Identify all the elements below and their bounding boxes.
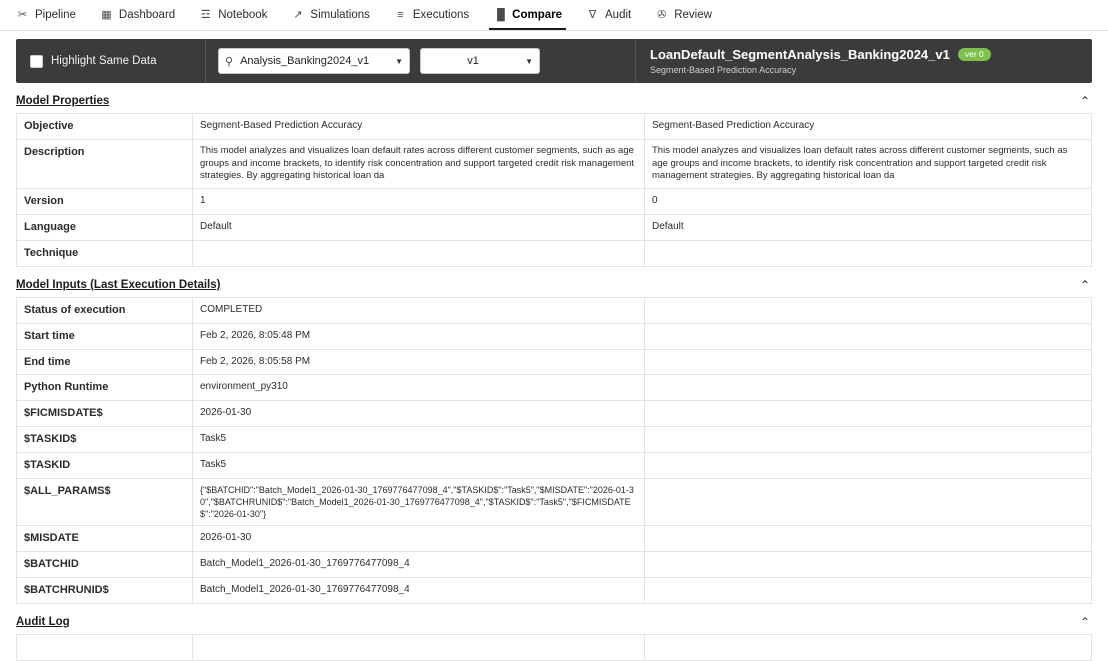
table-row xyxy=(17,215,1092,241)
model-select[interactable] xyxy=(218,48,410,74)
row-value-left: COMPLETED xyxy=(193,297,645,323)
table-row xyxy=(17,634,1092,660)
row-label: Status of execution xyxy=(17,297,193,323)
row-value-right xyxy=(645,297,1092,323)
row-value-left: {"$BATCHID":"Batch_Model1_2026-01-30_1769776477098_4","$TASKID$":"Task5","$MISDATE":"2026-01-30","$BATCHRUNID$":"Batch_Model1_2026-01-30_1769776477098_4","$TASKID$":"Task5","$FICMISDATE$":"2026-01-30"} xyxy=(193,478,645,525)
nav-item-compare[interactable] xyxy=(481,0,574,30)
row-value-right xyxy=(645,634,1092,660)
row-label: $BATCHRUNID$ xyxy=(17,577,193,603)
nav-item-label: Executions xyxy=(412,9,470,21)
nav-item-pipeline[interactable] xyxy=(4,0,88,30)
row-label: Description xyxy=(17,139,193,188)
row-value-right xyxy=(645,323,1092,349)
row-value-left xyxy=(193,240,645,266)
row-label: End time xyxy=(17,349,193,375)
chevron-down-icon: ▼ xyxy=(395,56,403,66)
nav-item-notebook[interactable] xyxy=(187,0,279,30)
nav-item-label: Notebook xyxy=(218,9,268,21)
row-label: Start time xyxy=(17,323,193,349)
row-label: Objective xyxy=(17,114,193,140)
row-value-right: Default xyxy=(645,215,1092,241)
row-value-right: Segment-Based Prediction Accuracy xyxy=(645,114,1092,140)
row-label: $TASKID$ xyxy=(17,427,193,453)
review-icon: ✇ xyxy=(657,8,667,21)
table-row xyxy=(17,526,1092,552)
nav-item-audit[interactable] xyxy=(574,0,643,30)
row-value-left: This model analyzes and visualizes loan default rates across different customer segments, such as age groups and income brackets, to identify risk concentration and support targeted credit risk management strategies. By aggregating historical loan da xyxy=(193,139,645,188)
executions-icon: ≡ xyxy=(397,8,404,21)
row-value-left xyxy=(193,634,645,660)
table-row xyxy=(17,297,1092,323)
table-row xyxy=(17,114,1092,140)
row-value-left: Feb 2, 2026, 8:05:48 PM xyxy=(193,323,645,349)
row-label: $ALL_PARAMS$ xyxy=(17,478,193,525)
dashboard-icon: ▦ xyxy=(101,8,112,21)
table-row xyxy=(17,427,1092,453)
nav-item-label: Dashboard xyxy=(118,9,176,21)
row-label: Technique xyxy=(17,240,193,266)
row-label: $TASKID xyxy=(17,452,193,478)
row-value-left: 1 xyxy=(193,189,645,215)
chevron-up-icon[interactable]: ⌃ xyxy=(1079,277,1090,292)
row-value-left: Task5 xyxy=(193,427,645,453)
row-value-left: Segment-Based Prediction Accuracy xyxy=(193,114,645,140)
nav-item-executions[interactable] xyxy=(382,0,481,30)
version-select[interactable] xyxy=(420,48,540,74)
nav-item-label: Compare xyxy=(512,9,562,21)
section-title: Audit Log xyxy=(16,615,70,628)
row-value-right xyxy=(645,240,1092,266)
compare-header-bar xyxy=(16,39,1092,83)
table-row xyxy=(17,577,1092,603)
audit-log-header[interactable] xyxy=(16,610,1092,634)
row-value-left: 2026-01-30 xyxy=(193,526,645,552)
section-title: Model Inputs (Last Execution Details) xyxy=(16,278,221,291)
table-row xyxy=(17,375,1092,401)
row-label xyxy=(17,634,193,660)
table-row xyxy=(17,240,1092,266)
nav-item-label: Simulations xyxy=(310,9,370,21)
table-row xyxy=(17,551,1092,577)
row-label: $FICMISDATE$ xyxy=(17,401,193,427)
highlight-same-data-checkbox[interactable] xyxy=(30,55,43,68)
table-row xyxy=(17,452,1092,478)
compared-model-subtitle: Segment-Based Prediction Accuracy xyxy=(650,65,797,75)
row-value-left: Batch_Model1_2026-01-30_1769776477098_4 xyxy=(193,577,645,603)
model-select-value: Analysis_Banking2024_v1 xyxy=(240,55,370,67)
section-title: Model Properties xyxy=(16,95,110,107)
nav-item-dashboard[interactable] xyxy=(88,0,187,30)
top-navigation xyxy=(0,0,1108,31)
nav-item-label: Review xyxy=(674,9,712,21)
row-value-left: Task5 xyxy=(193,452,645,478)
compared-model-header xyxy=(636,39,1092,83)
table-row xyxy=(17,139,1092,188)
row-value-left: Batch_Model1_2026-01-30_1769776477098_4 xyxy=(193,551,645,577)
audit-icon: ∇ xyxy=(588,8,597,21)
table-row xyxy=(17,323,1092,349)
nav-item-review[interactable] xyxy=(643,0,724,30)
highlight-same-data-label: Highlight Same Data xyxy=(51,55,157,67)
row-value-right xyxy=(645,375,1092,401)
model-properties-table xyxy=(16,113,1092,267)
row-label: Version xyxy=(17,189,193,215)
row-value-left: Feb 2, 2026, 8:05:58 PM xyxy=(193,349,645,375)
nav-item-label: Pipeline xyxy=(35,9,76,21)
row-label: $MISDATE xyxy=(17,526,193,552)
row-value-right xyxy=(645,401,1092,427)
version-badge: ver 0 xyxy=(958,48,991,61)
nav-item-label: Audit xyxy=(605,9,632,21)
table-row xyxy=(17,189,1092,215)
row-value-right xyxy=(645,427,1092,453)
model-inputs-header[interactable] xyxy=(16,273,1092,297)
simulations-icon: ↗ xyxy=(293,8,303,21)
notebook-icon: ☲ xyxy=(200,8,211,21)
compare-icon: ▐▌ xyxy=(493,8,509,21)
row-label: $BATCHID xyxy=(17,551,193,577)
table-row xyxy=(17,478,1092,525)
pin-icon: ⚲ xyxy=(225,55,234,68)
row-value-right xyxy=(645,577,1092,603)
version-select-value: v1 xyxy=(467,55,479,67)
row-value-right: This model analyzes and visualizes loan default rates across different customer segments, such as age groups and income brackets, to identify risk concentration and support targeted credit risk management strategies. By aggregating historical loan da xyxy=(645,139,1092,188)
row-value-right xyxy=(645,349,1092,375)
table-row xyxy=(17,349,1092,375)
row-value-left: 2026-01-30 xyxy=(193,401,645,427)
row-value-left: environment_py310 xyxy=(193,375,645,401)
table-row xyxy=(17,401,1092,427)
row-value-right: 0 xyxy=(645,189,1092,215)
audit-log-table xyxy=(16,634,1092,661)
model-properties-header[interactable] xyxy=(16,89,1092,113)
chevron-down-icon: ▼ xyxy=(525,56,533,66)
model-inputs-table xyxy=(16,297,1092,604)
row-value-right xyxy=(645,478,1092,525)
nav-item-simulations[interactable] xyxy=(279,0,381,30)
chevron-up-icon[interactable]: ⌃ xyxy=(1079,614,1090,629)
row-value-right xyxy=(645,551,1092,577)
selection-controls xyxy=(206,39,636,83)
row-label: Python Runtime xyxy=(17,375,193,401)
row-value-right xyxy=(645,526,1092,552)
compare-content xyxy=(0,89,1108,661)
compared-model-title: LoanDefault_SegmentAnalysis_Banking2024_v1 xyxy=(650,47,950,62)
pipeline-icon: ✂ xyxy=(17,8,28,21)
row-value-left: Default xyxy=(193,215,645,241)
highlight-same-data-toggle[interactable] xyxy=(16,39,206,83)
row-value-right xyxy=(645,452,1092,478)
row-label: Language xyxy=(17,215,193,241)
chevron-up-icon[interactable]: ⌃ xyxy=(1079,94,1090,108)
